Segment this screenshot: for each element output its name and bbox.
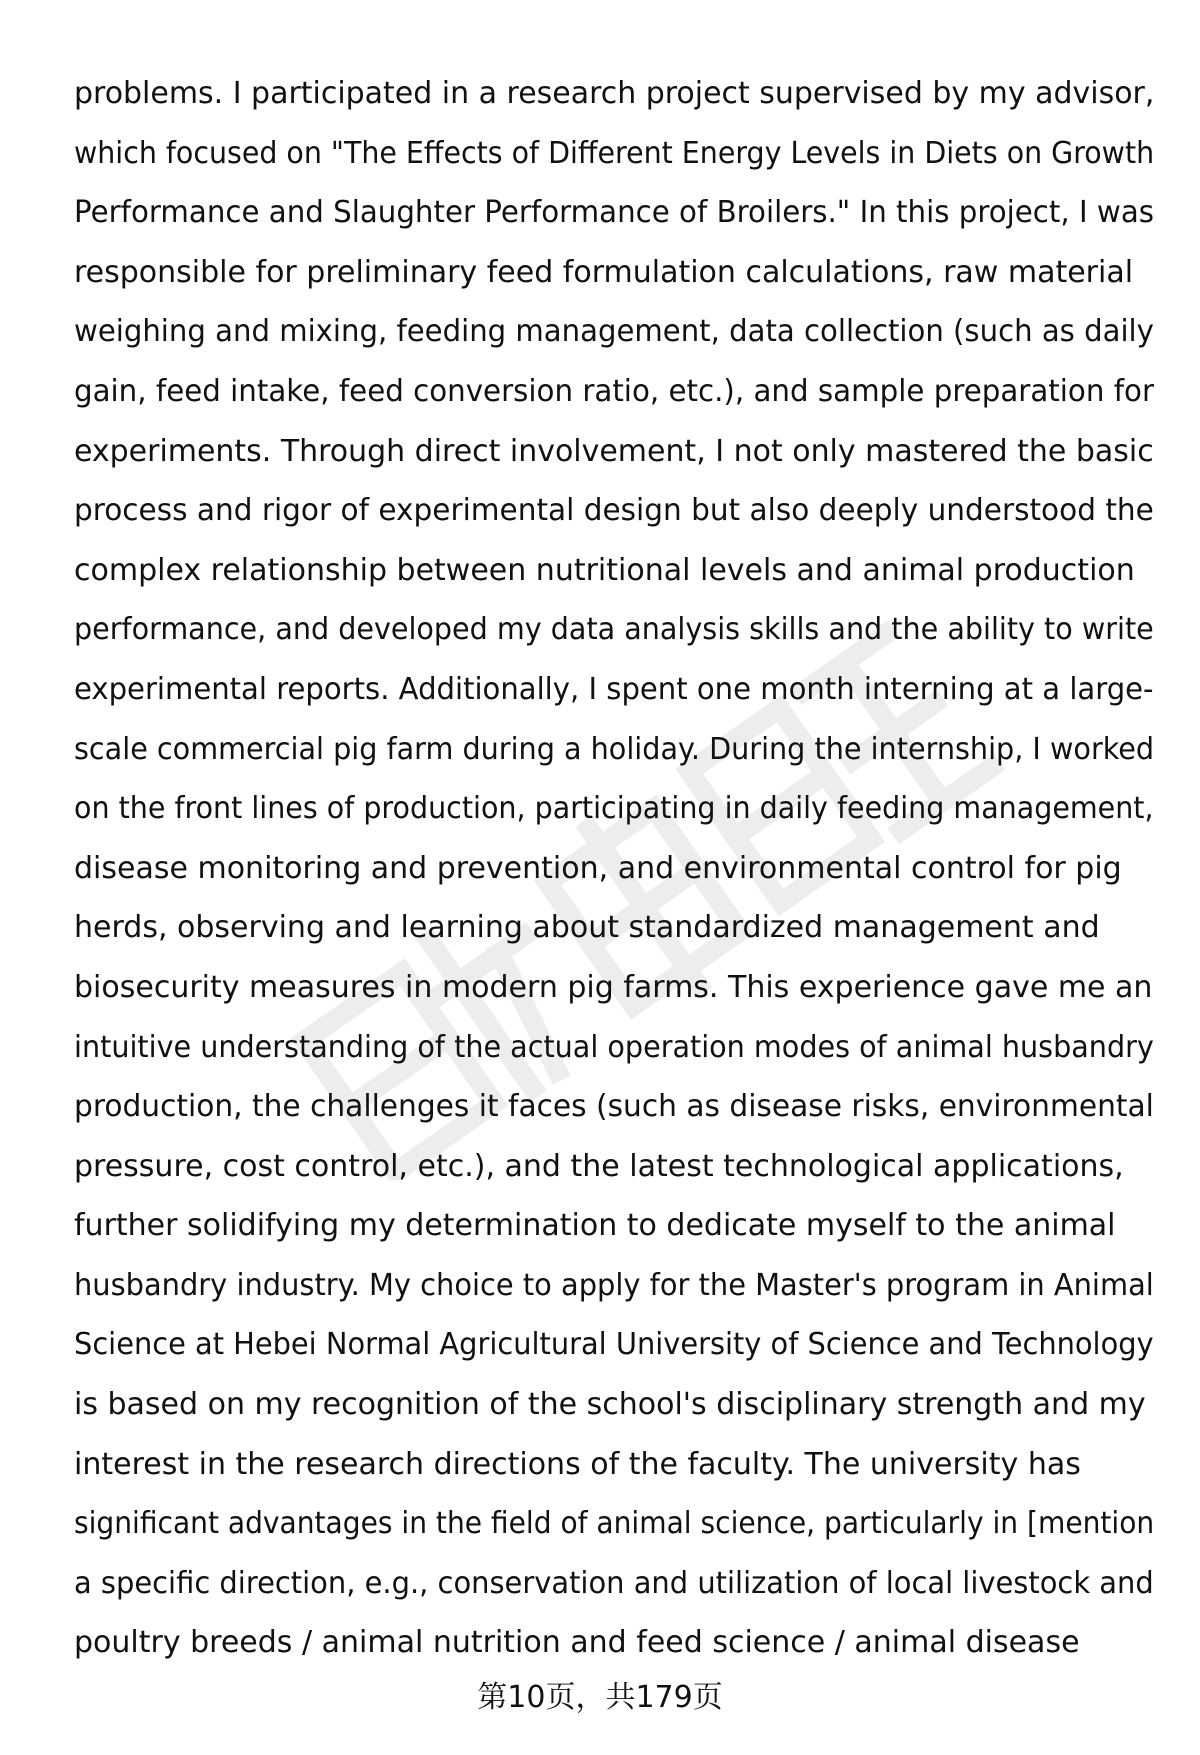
text-line: interest in the research directions of the faculty. The university has (74, 1446, 1081, 1482)
text-line: significant advantages in the field of animal science, particularly in [mention (74, 1506, 1155, 1542)
text-line: responsible for preliminary feed formulation calculations, raw material (74, 254, 1134, 290)
text-line: intuitive understanding of the actual operation modes of animal husbandry (74, 1029, 1154, 1065)
text-line: scale commercial pig farm during a holiday. During the internship, I worked (74, 731, 1155, 767)
body-paragraph (74, 64, 1154, 1673)
text-line: which focused on "The Effects of Different Energy Levels in Diets on Growth (74, 135, 1155, 171)
text-line: is based on my recognition of the school's disciplinary strength and my (74, 1387, 1146, 1423)
text-line: further solidifying my determination to dedicate myself to the animal (74, 1208, 1116, 1244)
text-line: herds, observing and learning about standardized management and (74, 910, 1100, 946)
text-line: biosecurity measures in modern pig farms. This experience gave me an (74, 969, 1153, 1005)
page-number: 第10页，共179页 (477, 1680, 723, 1715)
text-line: Science at Hebei Normal Agricultural University of Science and Technology (74, 1327, 1154, 1363)
text-line: a specific direction, e.g., conservation and utilization of local livestock and (74, 1565, 1154, 1601)
text-line: performance, and developed my data analysis skills and the ability to write (74, 612, 1154, 648)
text-line: disease monitoring and prevention, and environmental control for pig (74, 850, 1122, 886)
text-line: complex relationship between nutritional levels and animal production (74, 552, 1135, 588)
text-line: gain, feed intake, feed conversion ratio, etc.), and sample preparation for (74, 373, 1155, 409)
text-line: process and rigor of experimental design but also deeply understood the (74, 493, 1154, 529)
text-line: poultry breeds / animal nutrition and feed science / animal disease (74, 1625, 1080, 1661)
text-line: weighing and mixing, feeding management, data collection (such as daily (74, 314, 1154, 350)
text-line: pressure, cost control, etc.), and the latest technological applications, (74, 1148, 1124, 1184)
text-line: Performance and Slaughter Performance of Broilers." In this project, I was (74, 195, 1155, 231)
text-line: production, the challenges it faces (such as disease risks, environmental (74, 1089, 1154, 1125)
text-line: experiments. Through direct involvement, I not only mastered the basic (74, 433, 1154, 469)
text-line: problems. I participated in a research project supervised by my advisor, (74, 76, 1155, 111)
text-line: husbandry industry. My choice to apply for the Master's program in Animal (74, 1267, 1154, 1303)
text-line: experimental reports. Additionally, I spent one month interning at a large- (74, 671, 1154, 707)
text-line: on the front lines of production, participating in daily feeding management, (74, 791, 1154, 827)
